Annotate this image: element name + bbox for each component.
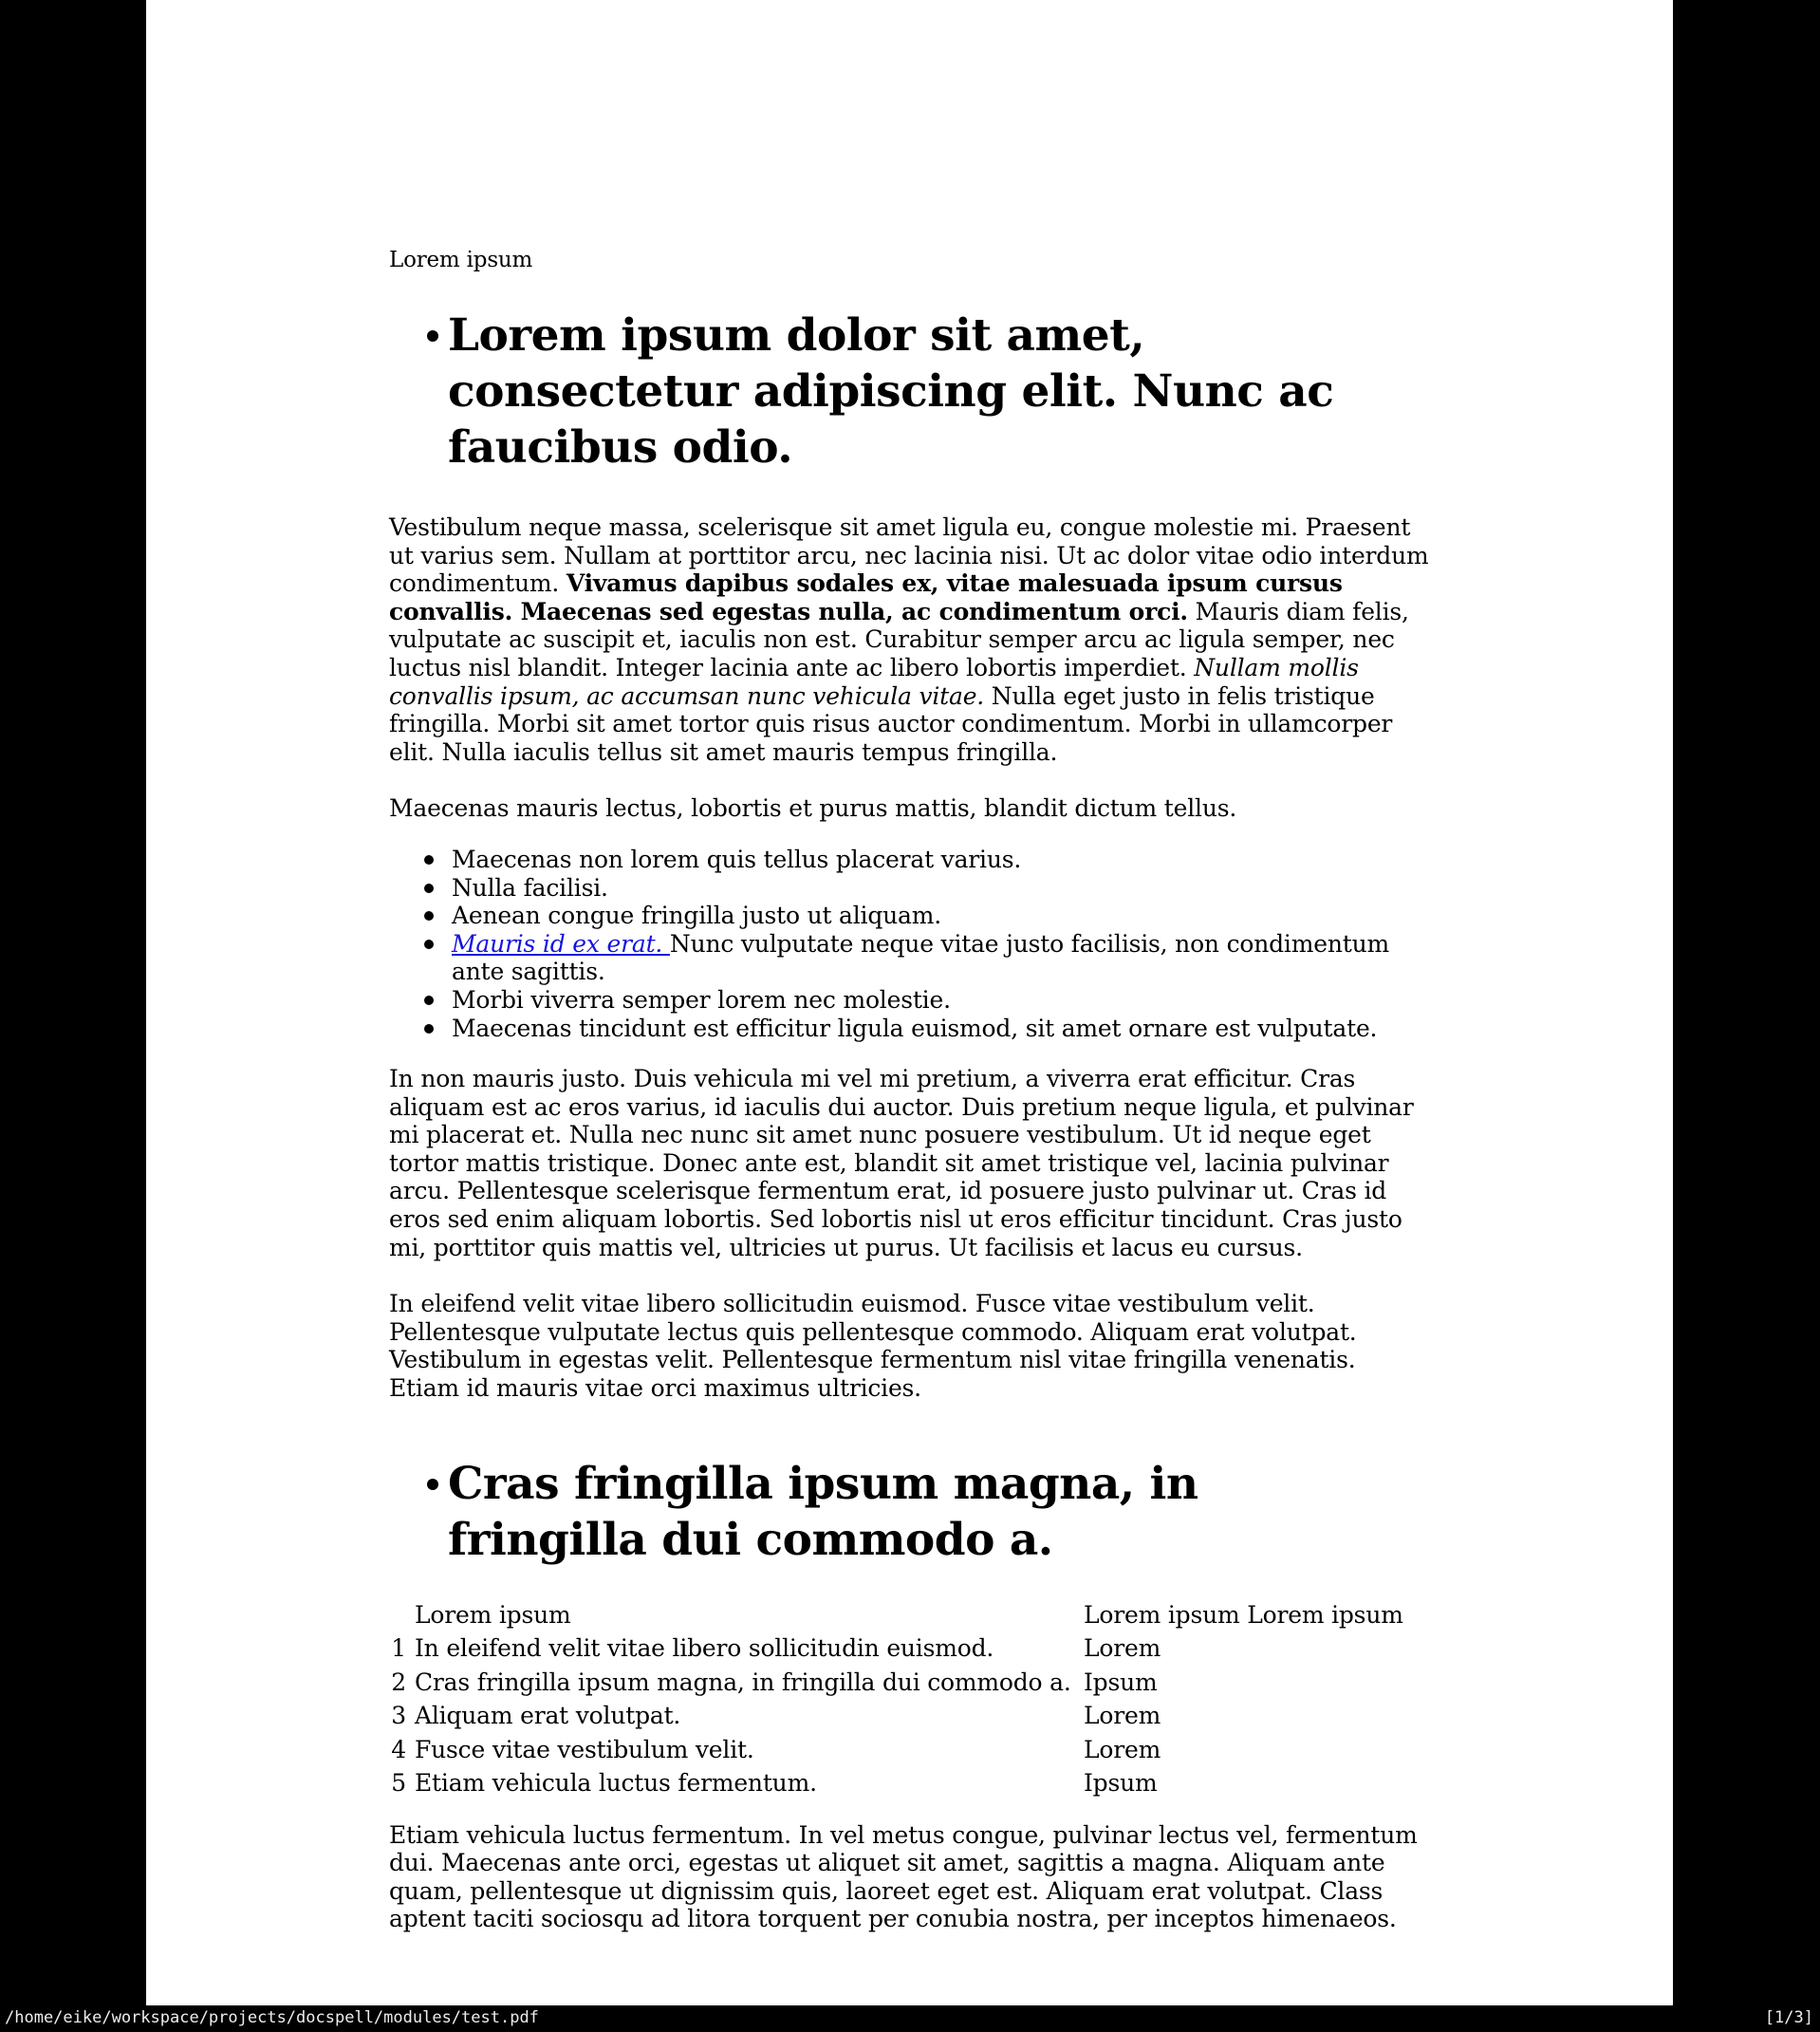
- list-item: Maecenas tincidunt est efficitur ligula euismod, sit amet ornare est vulputate.: [389, 1015, 1433, 1043]
- pdf-page: [146, 0, 1673, 2005]
- document-table: [389, 1598, 1433, 1800]
- paragraph-1-part3: Nulla eget justo in felis tristique fringilla. Morbi sit amet tortor quis risus auctor condimentum. Morbi in ullamcorper elit. Nulla iaculis tellus sit amet mauris tempus fringilla.: [389, 681, 1393, 766]
- heading-bullet-icon: [427, 1479, 438, 1490]
- table-cell-text: In eleifend velit vitae libero sollicitudin euismod.: [415, 1634, 994, 1663]
- paragraph-2: Maecenas mauris lectus, lobortis et purus mattis, blandit dictum tellus.: [389, 794, 1237, 823]
- list-item: [389, 930, 1433, 986]
- list-item: Aenean congue fringilla justo ut aliquam.: [389, 902, 1433, 930]
- heading-2-text: Cras fringilla ipsum magna, in fringilla dui commodo a.: [448, 1457, 1198, 1566]
- paragraph-1-part2: Mauris diam felis, vulputate ac suscipit et, iaculis non est. Curabitur semper arcu ac ligula semper, nec luctus nisl blandit. Integer lacinia ante ac libero lobortis imperdiet.: [389, 597, 1409, 681]
- table-cell-text: Etiam vehicula luctus fermentum.: [415, 1769, 817, 1798]
- heading-2: [389, 1456, 1338, 1568]
- table-row-number: 5: [391, 1769, 406, 1798]
- table-row-number: 1: [391, 1634, 406, 1663]
- paragraph-1: [389, 513, 1433, 766]
- file-path: /home/eike/workspace/projects/docspell/modules/test.pdf: [5, 2008, 539, 2027]
- table-row-number: 2: [391, 1668, 406, 1696]
- table-cell-text: Fusce vitae vestibulum velit.: [415, 1735, 754, 1763]
- table-cell-text: Aliquam erat volutpat.: [415, 1702, 681, 1730]
- table-cell-value: Lorem: [1084, 1735, 1161, 1763]
- paragraph-4: In eleifend velit vitae libero sollicitudin euismod. Fusce vitae vestibulum velit. Pellentesque vulputate lectus quis pellentesque commodo. Aliquam erat volutpat. Vestibulum in egestas velit. Pellentesque fermentum nisl vitae fringilla venenatis. Etiam id mauris vitae orci maximus ultricies.: [389, 1290, 1357, 1403]
- paragraph-5: Etiam vehicula luctus fermentum. In vel metus congue, pulvinar lectus vel, fermentum dui. Maecenas ante orci, egestas ut aliquet sit amet, sagittis a magna. Aliquam ante quam, pellentesque ut dignissim quis, laoreet eget est. Aliquam erat volutpat. Class aptent taciti sociosqu ad litora torquent per conubia nostra, per inceptos himenaeos.: [389, 1820, 1418, 1933]
- table-row-number: 4: [391, 1735, 406, 1763]
- page-indicator: [1/3]: [1764, 2008, 1813, 2027]
- table-cell-value: Ipsum: [1084, 1769, 1158, 1798]
- heading-1-text: Lorem ipsum dolor sit amet, consectetur adipiscing elit. Nunc ac faucibus odio.: [448, 309, 1334, 474]
- intro-label: Lorem ipsum: [389, 248, 533, 272]
- table-cell-value: Ipsum: [1084, 1668, 1158, 1696]
- table-cell-value: Lorem: [1084, 1634, 1161, 1663]
- table-cell-text: Cras fringilla ipsum magna, in fringilla dui commodo a.: [415, 1668, 1071, 1696]
- list-item-rest: Nunc vulputate neque vitae justo facilisis, non condimentum ante sagittis.: [452, 929, 1389, 986]
- bullet-list: [389, 846, 1433, 1042]
- document-link[interactable]: Mauris id ex erat.: [452, 929, 670, 958]
- document-content: [389, 0, 1433, 1962]
- paragraph-1-part1: Vestibulum neque massa, scelerisque sit amet ligula eu, congue molestie mi. Praesent ut varius sem. Nullam at porttitor arcu, nec lacinia nisi. Ut ac dolor vitae odio interdum condimentum.: [389, 513, 1429, 598]
- table-col2-header: Lorem ipsum Lorem ipsum: [1084, 1600, 1403, 1629]
- list-item: Nulla facilisi.: [389, 874, 1433, 903]
- statusbar: [0, 2005, 1820, 2032]
- paragraph-1-italic: Nullam mollis convallis ipsum, ac accumsan nunc vehicula vitae.: [389, 653, 1359, 710]
- table-col1-header: Lorem ipsum: [415, 1600, 571, 1629]
- paragraph-1-bold: Vivamus dapibus sodales ex, vitae malesuada ipsum cursus convallis. Maecenas sed egestas nulla, ac condimentum orci.: [389, 569, 1343, 625]
- list-item: Morbi viverra semper lorem nec molestie.: [389, 986, 1433, 1015]
- heading-bullet-icon: [427, 330, 438, 342]
- list-item: Maecenas non lorem quis tellus placerat varius.: [389, 846, 1433, 874]
- table-row-number: 3: [391, 1702, 406, 1730]
- heading-1: [389, 308, 1338, 475]
- paragraph-3: In non mauris justo. Duis vehicula mi vel mi pretium, a viverra erat efficitur. Cras aliquam est ac eros varius, id iaculis dui auctor. Duis pretium neque ligula, et pulvinar mi placerat et. Nulla nec nunc sit amet nunc posuere vestibulum. Ut id neque eget tortor mattis tristique. Donec ante est, blandit sit amet tristique vel, lacinia pulvinar arcu. Pellentesque scelerisque fermentum erat, id posuere justo pulvinar ut. Cras id eros sed enim aliquam lobortis. Sed lobortis nisl ut eros efficitur tincidunt. Cras justo mi, porttitor quis mattis vel, ultricies ut purus. Ut facilisis et lacus eu cursus.: [389, 1065, 1414, 1261]
- table-cell-value: Lorem: [1084, 1702, 1161, 1730]
